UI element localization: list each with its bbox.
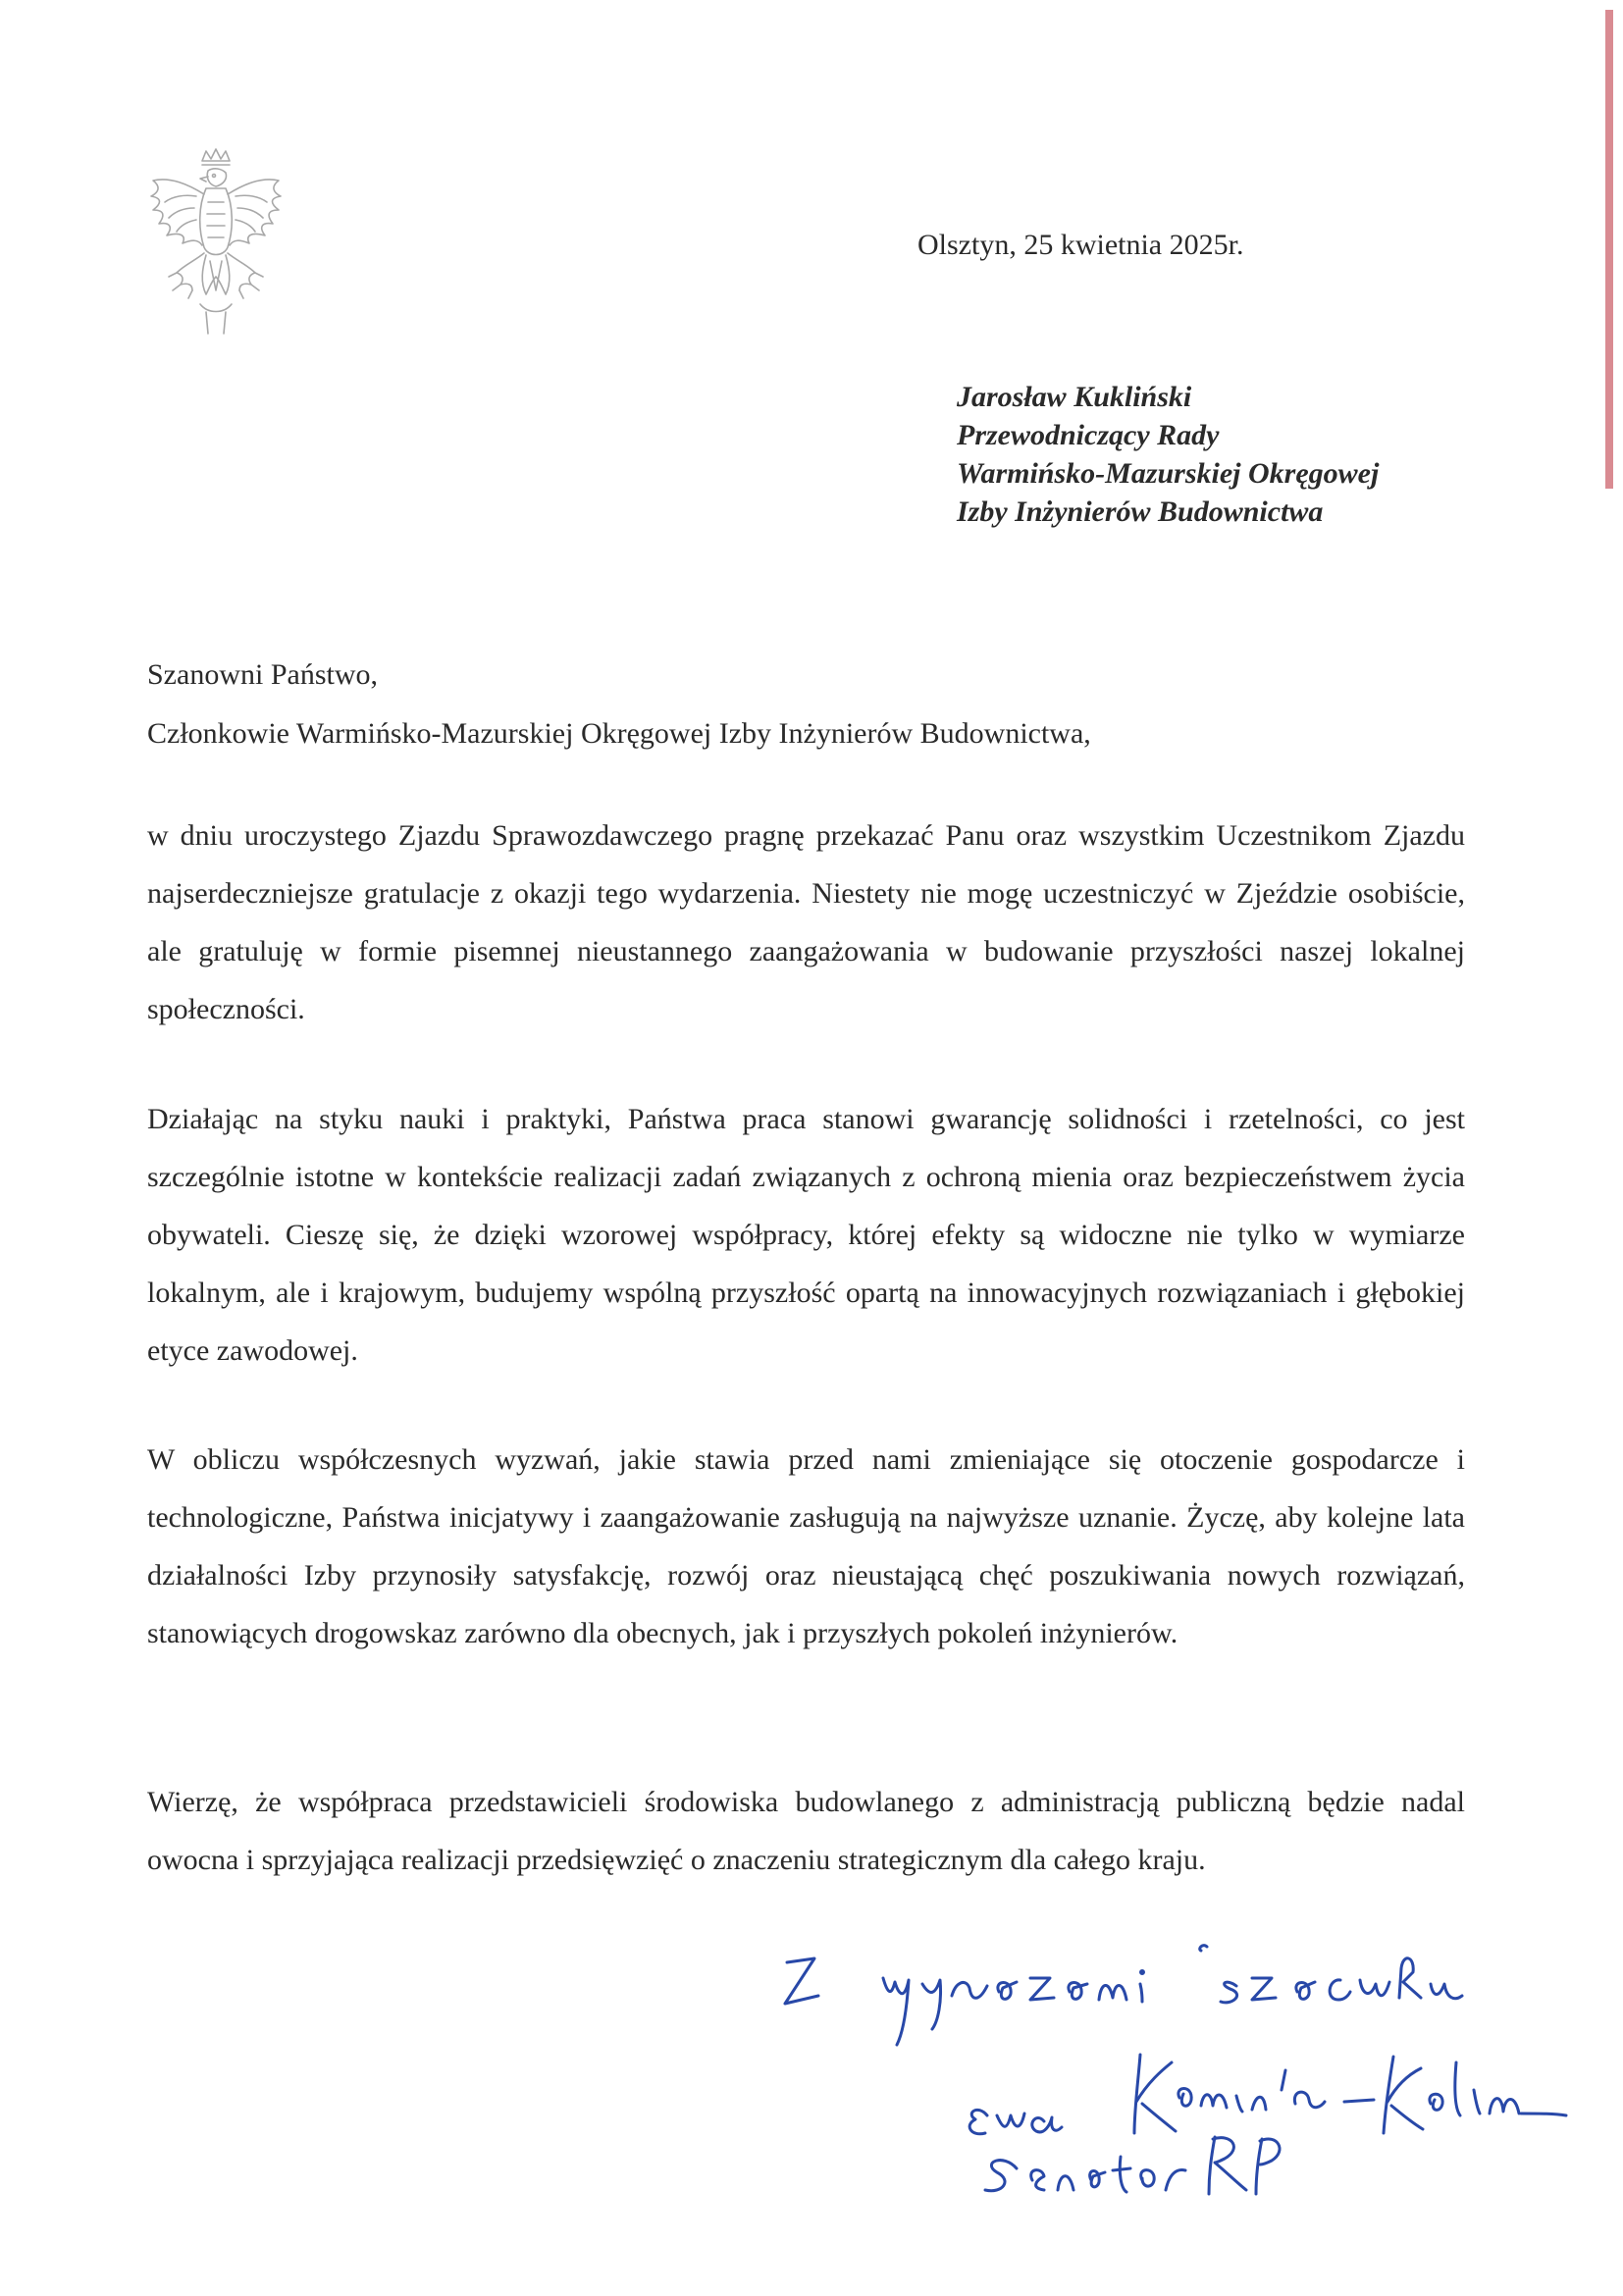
body-paragraph-2: Działając na styku nauki i praktyki, Państwa praca stanowi gwarancję solidności i rzetelności, co jest szczególnie istotne w kontekście realizacji zadań związanych z ochroną mienia oraz bezpieczeństwem życia obywateli. Cieszę się, że dzięki wzorowej współpracy, której efekty są widoczne nie tylko w wymiarze lokalnym, ale i krajowym, budujemy wspólną przyszłość opartą na innowacyjnych rozwiązaniach i głębokiej etyce zawodowej. [147,1103,1465,1367]
salutation-recipients: Członkowie Warmińsko-Mazurskiej Okręgowej Izby Inżynierów Budownictwa, [147,717,1091,750]
salutation-block [147,646,1091,763]
body-paragraph-1: w dniu uroczystego Zjazdu Sprawozdawczego pragnę przekazać Panu oraz wszystkim Uczestnikom Zjazdu najserdeczniejsze gratulacje z okazji tego wydarzenia. Niestety nie mogę uczestniczyć w Zjeździe osobiście, ale gratuluję w formie pisemnej nieustannego zaangażowania w budowanie przyszłości naszej lokalnej społeczności. [147,819,1465,1025]
handwritten-signature [746,1923,1570,2198]
body-paragraph-4: Wierzę, że współpraca przedstawicieli środowiska budowlanego z administracją publiczną będzie nadal owocna i sprzyjająca realizacji przedsięwzięć o znaczeniu strategicznym dla całego kraju. [147,1786,1465,1876]
addressee-organization-line1: Warmińsko-Mazurskiej Okręgowej [957,457,1380,490]
addressee-organization-line2: Izby Inżynierów Budownictwa [957,496,1324,528]
page-edge-mark [1605,10,1613,489]
letter-date: Olsztyn, 25 kwietnia 2025r. [917,229,1244,261]
addressee-block [957,378,1379,531]
addressee-name: Jarosław Kukliński [957,381,1192,413]
body-paragraph-3: W obliczu współczesnych wyzwań, jakie stawia przed nami zmieniające się otoczenie gospodarcze i technologiczne, Państwa inicjatywy i zaangażowanie zasługują na najwyższe uznanie. Życzę, aby kolejne lata działalności Izby przynosiły satysfakcję, rozwój oraz nieustającą chęć poszukiwania nowych rozwiązań, stanowiących drogowskaz zarówno dla obecnych, jak i przyszłych pokoleń inżynierów. [147,1443,1465,1649]
polish-eagle-emblem-icon [137,147,294,339]
addressee-position: Przewodniczący Rady [957,419,1220,451]
salutation-greeting: Szanowni Państwo, [147,658,378,691]
